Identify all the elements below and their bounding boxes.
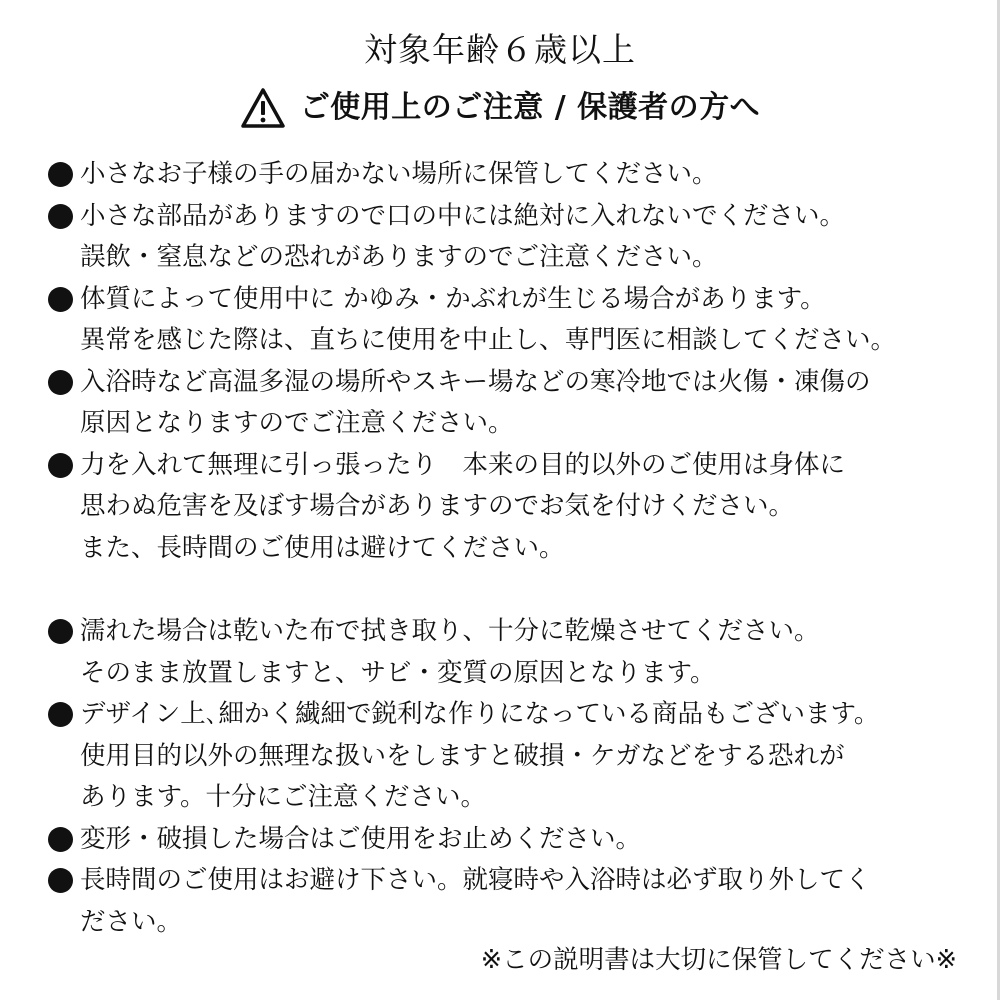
bullet-icon (48, 204, 73, 229)
caution-item (48, 819, 978, 861)
caution-item (48, 611, 978, 694)
caution-text: 小さなお子様の手の届かない場所に保管してください。 (80, 159, 718, 189)
caution-text: 誤飲・窒息などの恐れがありますのでご注意ください。 (80, 242, 718, 272)
caution-text: 小さな部品がありますので口の中には絶対に入れないでください。 (80, 200, 846, 231)
bullet-icon (48, 702, 73, 727)
notice-heading (0, 86, 1000, 130)
caution-item (48, 196, 978, 279)
caution-text: 体質によって使用中に かゆみ・かぶれが生じる場合があります。 (80, 283, 826, 314)
bullet-icon (48, 827, 73, 852)
caution-text: また、長時間のご使用は避けてください。 (80, 532, 565, 563)
caution-item (48, 445, 978, 570)
caution-text: 入浴時など高温多湿の場所やスキー場などの寒冷地では火傷・凍傷の (80, 366, 871, 397)
bullet-icon (48, 162, 73, 187)
caution-text: 濡れた場合は乾いた布で拭き取り、十分に乾燥させてください。 (80, 616, 820, 646)
bullet-icon (48, 868, 73, 893)
caution-text: 異常を感じた際は、直ちに使用を中止し、専門医に相談してください。 (80, 325, 897, 355)
caution-text: 長時間のご使用はお避け下さい。就寝時や入浴時は必ず取り外してく (80, 865, 871, 895)
caution-text: 力を入れて無理に引っ張ったり 本来の目的以外のご使用は身体に (80, 449, 846, 480)
bullet-icon (48, 453, 73, 478)
caution-item (48, 860, 978, 943)
caution-item (48, 362, 978, 445)
target-age-label: 対象年齢６歳以上 (364, 30, 636, 69)
caution-text: あります。十分にご注意ください。 (80, 782, 486, 812)
warning-triangle-icon (240, 87, 286, 129)
caution-text: 変形・破損した場合はご使用をお止めください。 (80, 823, 642, 854)
caution-text: ださい。 (80, 906, 183, 937)
bullet-icon (48, 287, 73, 312)
caution-item (48, 154, 978, 196)
bullet-icon (48, 370, 73, 395)
bullet-icon (48, 619, 73, 644)
keep-instructions-note: ※この説明書は大切に保管してください※ (480, 945, 957, 975)
caution-text: デザイン上､細かく繊細で鋭利な作りになっている商品もございます。 (80, 699, 880, 729)
caution-list (48, 154, 978, 943)
caution-text: 使用目的以外の無理な扱いをしますと破損・ケガなどをする恐れが (80, 740, 845, 771)
caution-text: 原因となりますのでご注意ください。 (80, 408, 514, 438)
caution-text: そのまま放置しますと、サビ・変質の原因となります。 (80, 657, 716, 688)
notice-title: ご使用上のご注意 / 保護者の方へ (299, 90, 761, 125)
caution-item (48, 694, 978, 819)
caution-item (48, 279, 978, 362)
caution-text: 思わぬ危害を及ぼす場合がありますのでお気を付けください。 (80, 491, 795, 521)
